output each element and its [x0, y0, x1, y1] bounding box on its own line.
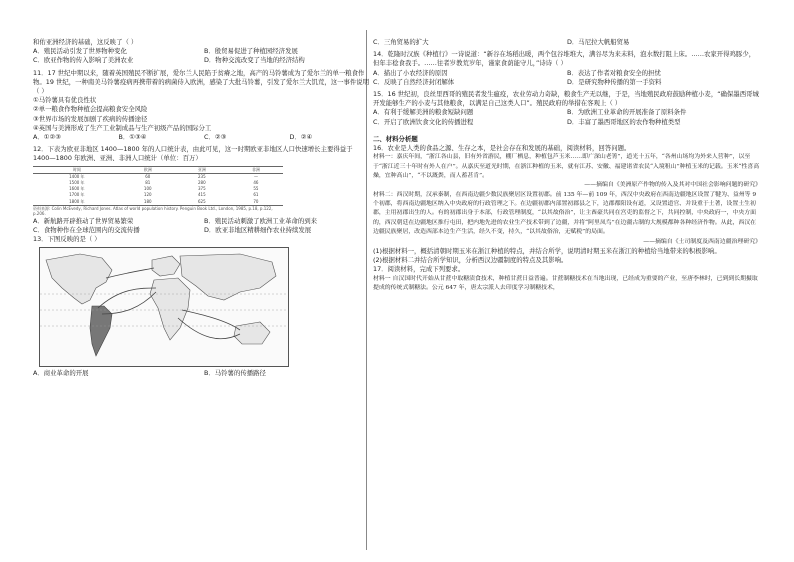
q14-option-c: C．反映了自然经济封闭解体 — [373, 77, 455, 86]
q15-option-c: C．开启了欧洲饮食文化的传播进程 — [373, 117, 474, 126]
world-map-figure — [39, 247, 289, 367]
q13-option-b: B．马铃薯的传播路径 — [204, 369, 266, 378]
table-row — [33, 199, 283, 206]
q15-option-b: B．为欧洲工业革命的开展准备了原料条件 — [567, 108, 687, 117]
q13-options — [33, 369, 375, 378]
section-heading: 二、材料分析题 — [373, 134, 418, 143]
trade-route-arrow — [182, 310, 240, 330]
table-header-row — [33, 166, 283, 173]
table-cell: 55 — [253, 186, 259, 192]
q11-option-d: D．②④ — [289, 133, 313, 142]
q11-option-a: A．①②③ — [33, 133, 61, 142]
q14-stem: 14．乾隆时汉族《种植行》一诗说道：“新谷在场稻出暖，两个包谷堆堆大，满谷尽为来未料，泡水数打阻上床。……农家开得鸡豚少，但年丰稔食我手。……往者岁教荒岁年，谨家食荫能守儿，”诗诗（ ） — [373, 50, 756, 68]
q12-options-row1 — [33, 217, 375, 226]
q12-options-row2 — [33, 226, 375, 235]
table-cell: 235 — [198, 173, 206, 179]
table-cell: 1800 年 — [69, 198, 85, 204]
q16-citation-2: ——摘编自《土司制度及西南边疆治理研究》 — [643, 238, 761, 245]
q11-item-1: ①马铃薯具有优良性状 — [33, 96, 97, 105]
q11-option-b: B．①③④ — [118, 133, 147, 142]
q14-option-d: D．是研究物种传播的第一手资料 — [567, 77, 662, 86]
q17-material-1: 材料一 自汉国时代开始从甘蔗中取糖渍食技术，种植甘蔗日益普遍。甘蔗制糖技术在当地出现，已经成为重要的产业，至唐李林时，已到到长期摄取提成的传统式制糖法。公元 647 年，唐太宗派人去印度学习制糖技术， — [373, 275, 758, 291]
q12-option-b: B．殖民活动刺激了欧洲工业革命的到来 — [204, 216, 318, 225]
table-header-cell: 非洲 — [251, 166, 260, 172]
table-cell: — — [253, 173, 258, 179]
table-title: 1400—1800 年欧洲、亚洲、非洲人口统计（单位：百万） — [33, 154, 202, 163]
q14-option-a: A．描出了小农经济的原因 — [373, 68, 448, 77]
q11-stem: 11．17 世纪中期以来，随着英国殖民不断扩展，爱尔兰人民陷于贫瘠之地，高产的马铃薯成为了爱尔兰的单一粮食作物。19 世纪，一种南美马铃薯疫病再携带着的病菌侍入欧洲，感染了大批马铃薯，引发了爱尔兰大饥荒，这一事件说明（ ） — [33, 68, 370, 96]
q11-item-3: ③世界市场的发展加剧了疾病的传播途径 — [33, 114, 148, 123]
q12-option-d: D．欧亚非地区精耕细作农业持续发展 — [204, 225, 312, 234]
q15-option-a: A．有利于缓解美洲的粮食短缺问题 — [373, 108, 474, 117]
q10-tail: 和佑亚洲经济的基础，这反映了（ ） — [33, 38, 138, 46]
table-cell: 100 — [143, 186, 152, 192]
q10-option-c: C．欧亚作物的传入影响了美洲农业 — [33, 56, 134, 65]
table-source: 资料来源: Colin McEvedy, Richard Jones. Atlas of world population history. Penguin Book Ltd., London, 1985, p.18, p.122, p.206. — [33, 205, 273, 217]
table-cell: 625 — [198, 198, 206, 204]
q17-stem: 17．阅读材料，完成下列要求。 — [373, 265, 465, 274]
trade-route-arrow — [106, 268, 154, 278]
q12-option-a: A．新航路开辟推动了世界贸易繁荣 — [33, 216, 134, 225]
table-cell: 60 — [145, 173, 151, 179]
table-cell: 120 — [143, 192, 152, 198]
q12-option-c: C．食物种作在全球范围内的交流传播 — [33, 225, 140, 234]
q14-option-b: B．表达了作者对粮食安全的担忧 — [567, 68, 661, 77]
table-cell: 180 — [143, 198, 152, 204]
q11-option-c: C．②③ — [204, 133, 227, 142]
q16-question-1: (1)根据材料一，概括清朝时期玉米在浙江种植的特点，并结合所学，说明清时期玉米在浙江的种植给当地带来的积极影响。 — [373, 246, 721, 255]
table-cell: 46 — [253, 180, 259, 186]
africa-shape — [150, 278, 190, 340]
q12-stem: 12．下表为欧亚非地区 1400—1800 年的人口统计表，由此可见，这一时期欧亚非地区人口快速增长主要得益于 — [33, 145, 353, 154]
table-cell: 81 — [145, 180, 151, 186]
trade-route-arrow — [98, 288, 156, 308]
left-column — [33, 38, 375, 378]
australia-shape — [234, 322, 270, 344]
europe-shape — [152, 256, 180, 276]
north-america-shape — [46, 254, 112, 304]
q10-options-row2 — [33, 56, 375, 65]
population-table — [33, 166, 283, 206]
q10-option-d: D．物种交流改变了当地的经济结构 — [204, 56, 305, 65]
q10-option-b: B．殷贸易促进了种植园经济发展 — [204, 47, 298, 56]
world-map-svg — [40, 248, 288, 366]
q16-question-2: (2)根据材料二并结合所学知识，分析西汉边疆制度的特点及其影响。 — [373, 256, 568, 265]
q15-stem: 15．16 世纪初，良丝里西哥的殖民者发生瘟疫，农业劳动力奇缺，粮食生产无以继，于是，当地殖民政府鼓励种植小麦，“确保墨西哥城开发能够生产的小麦与其他粮食，以满足自己这类人口”。殖民政府的举措在客观上（ ） — [373, 90, 759, 108]
table-cell: 1600 年 — [69, 186, 85, 192]
right-column — [373, 38, 761, 293]
q16-stem: 16．农业是人类的食品之源、生存之本，是社会存在和发展的基础，阅读材料，回答问题。 — [373, 144, 631, 153]
q11-options — [33, 133, 375, 142]
table-header-cell: 时间 — [72, 166, 81, 172]
q16-material-2: 材料二：西汉时期，汉承秦制，在西南边疆少数民族聚居区设置初郡。前 135 年—前 109 年，西汉中央政府在西南边疆地区设置了犍为、益州等 9 个初郡，将西南边疆地区纳入中央政府的行政管理之下。在边疆初郡内部置初郡县之下，边郡都阳设有道，又设置道官、并设重于土著，设置土生初郡，主用初郡出生的人。有的初郡出身于本部，行政管理制度，“以其故俗治”，让主酋豪共同在宫吏的监督之下，共同控制，中央政府一，中央方面的，西汉朝廷在边疆地区推行屯田，把内地先进的农业生产技术带到了边疆，并将“阿里凤鸟”在边疆古制的大规模都种各种经济作物。从此，西汉在边疆民族聚居，改造西部本边生产生活，经久不变，持久，“以其故俗治，无赋税”的局面。 — [373, 191, 757, 236]
table-cell: 70 — [253, 198, 259, 204]
table-cell: 1400 年 — [69, 173, 85, 179]
q16-citation-1: ——摘编自《美洲原产作物的传入及其对中国社会影响问题的研究》 — [584, 182, 761, 189]
q15-options-row2 — [373, 118, 761, 127]
q14-options-row1 — [373, 69, 761, 78]
asia-shape — [180, 254, 276, 300]
q15-options-row1 — [373, 108, 761, 117]
q13-option-c: C．三角贸易的扩大 — [373, 38, 429, 46]
q13-stem: 13．下图反映的是（ ） — [33, 235, 101, 244]
table-header-cell: 欧洲 — [143, 166, 152, 172]
q13-option-d: D．马尼拉大帆船贸易 — [567, 38, 630, 46]
table-cell: 415 — [198, 192, 206, 198]
q16-material-1: 材料一：嘉庆年间，“浙江各山县，旧有外省游民，棚厂栖息，种植包芦玉米……即广深山老箐”，道光十五年，“各州山场均为外来人营种”，以至于“浙江近三十年时有外人在户”。从嘉庆至道光时期，在浙江种植的玉米，就有江苏、安徽、福建诸省农民“入境租山”种植玉米的记载。玉米“性喜高燥，宜种高山”，“不以溉粪，而人蓄甚肯”。 — [373, 154, 760, 180]
q11-item-2: ②单一粮食作物种植会提高粮食安全风险 — [33, 105, 148, 114]
q10-option-a: A．殖民活动引发了世界物种变化 — [33, 47, 127, 56]
table-cell: 280 — [198, 180, 206, 186]
table-cell: 375 — [198, 186, 206, 192]
q13-option-a: A．商业革命的开展 — [33, 369, 89, 378]
table-header-cell: 亚洲 — [197, 166, 206, 172]
q15-option-d: D．丰富了墨西哥地区的农作物种植类型 — [567, 117, 681, 126]
q11-item-4: ④英国与美洲形成了生产工业制成品与生产初级产品的国际分工 — [33, 123, 212, 132]
trade-route-arrow — [102, 292, 156, 314]
q14-options-row2 — [373, 78, 761, 87]
trade-route-arrow — [178, 318, 240, 339]
q13-options-cont — [373, 38, 761, 47]
table-cell: 1500 年 — [69, 180, 85, 186]
table-cell: 61 — [253, 192, 259, 198]
table-cell: 1700 年 — [69, 192, 85, 198]
